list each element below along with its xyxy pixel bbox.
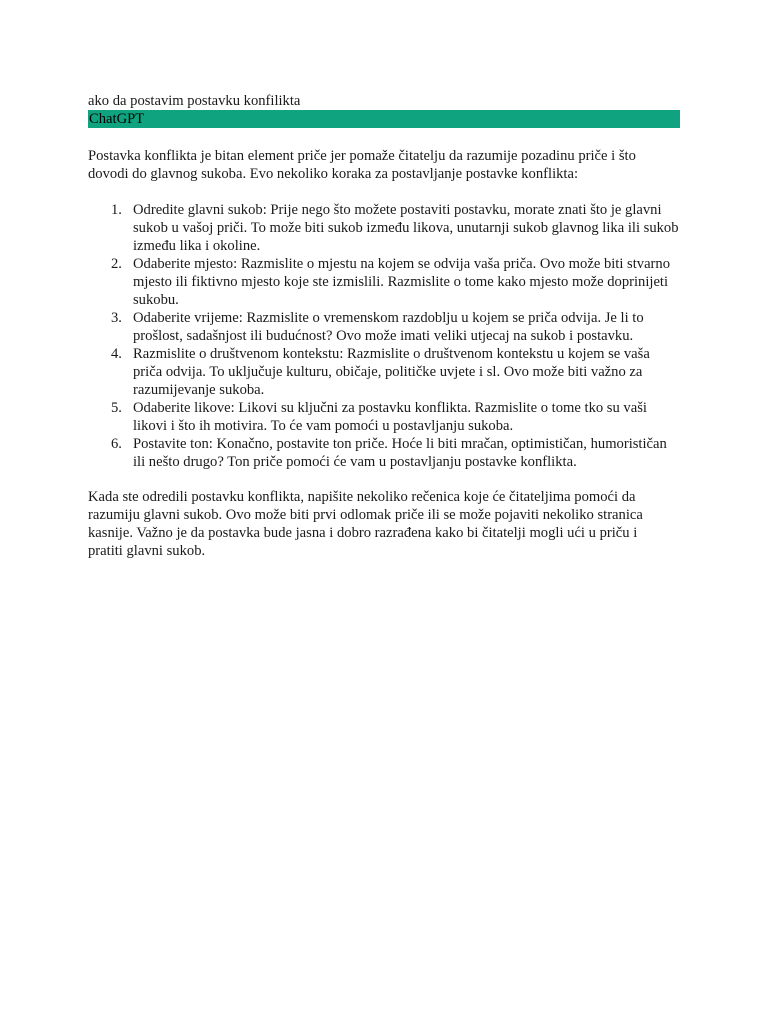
step-item [133, 309, 681, 345]
step-title: Odredite glavni sukob: [133, 202, 267, 218]
user-question: ako da postavim postavku konfilikta [88, 93, 301, 109]
step-item [133, 345, 681, 399]
step-item [133, 435, 681, 471]
step-body: Razmislite o mjestu na kojem se odvija vaša priča. Ovo može biti stvarno mjesto ili fiktivno mjesto koje ste izmislili. Razmislite o tome kako mjesto može doprinijeti sukobu. [133, 256, 671, 308]
step-title: Razmislite o društvenom kontekstu: [133, 346, 344, 362]
step-item [133, 201, 681, 255]
step-body: Razmislite o vremenskom razdoblju u kojem se priča odvija. Je li to prošlost, sadašnjost ili budućnost? Ovo može imati veliki utjecaj na sukob i postavku. [133, 310, 644, 344]
step-body: Razmislite o društvenom kontekstu u kojem se vaša priča odvija. To uključuje kulturu, običaje, političke uvjete i sl. Ovo može biti važno za razumijevanje sukoba. [133, 346, 650, 398]
outro-paragraph: Kada ste odredili postavku konflikta, napišite nekoliko rečenica koje će čitateljima pomoći da razumiju glavni sukob. Ovo može biti prvi odlomak priče ili se može pojaviti nekoliko stranica kasnije. Važno je da postavka bude jasna i dobro razrađena kako bi čitatelji mogli ući u priču i pratiti glavni sukob. [88, 489, 643, 559]
intro-paragraph: Postavka konflikta je bitan element priče jer pomaže čitatelju da razumije pozadinu priče i što dovodi do glavnog sukoba. Evo nekoliko koraka za postavljanje postavke konflikta: [88, 148, 636, 182]
step-body: Likovi su ključni za postavku konflikta. Razmislite o tome tko su vaši likovi i što ih motivira. To će vam pomoći u postavljanju sukoba. [133, 400, 647, 434]
step-title: Odaberite likove: [133, 400, 235, 416]
step-item [133, 255, 681, 309]
step-body: Konačno, postavite ton priče. Hoće li biti mračan, optimističan, humorističan ili nešto drugo? Ton priče pomoći će vam u postavljanju postavke konflikta. [133, 436, 667, 470]
step-body: Prije nego što možete postaviti postavku, morate znati što je glavni sukob u vašoj priči. To može biti sukob između likova, unutarnji sukob glavnog lika ili sukob između lika i okoline. [133, 202, 679, 254]
step-item [133, 399, 681, 435]
step-title: Odaberite vrijeme: [133, 310, 243, 326]
step-title: Postavite ton: [133, 436, 213, 452]
assistant-label-bar: ChatGPT [88, 110, 680, 128]
document-page [88, 92, 680, 560]
step-title: Odaberite mjesto: [133, 256, 238, 272]
steps-list [88, 201, 680, 471]
